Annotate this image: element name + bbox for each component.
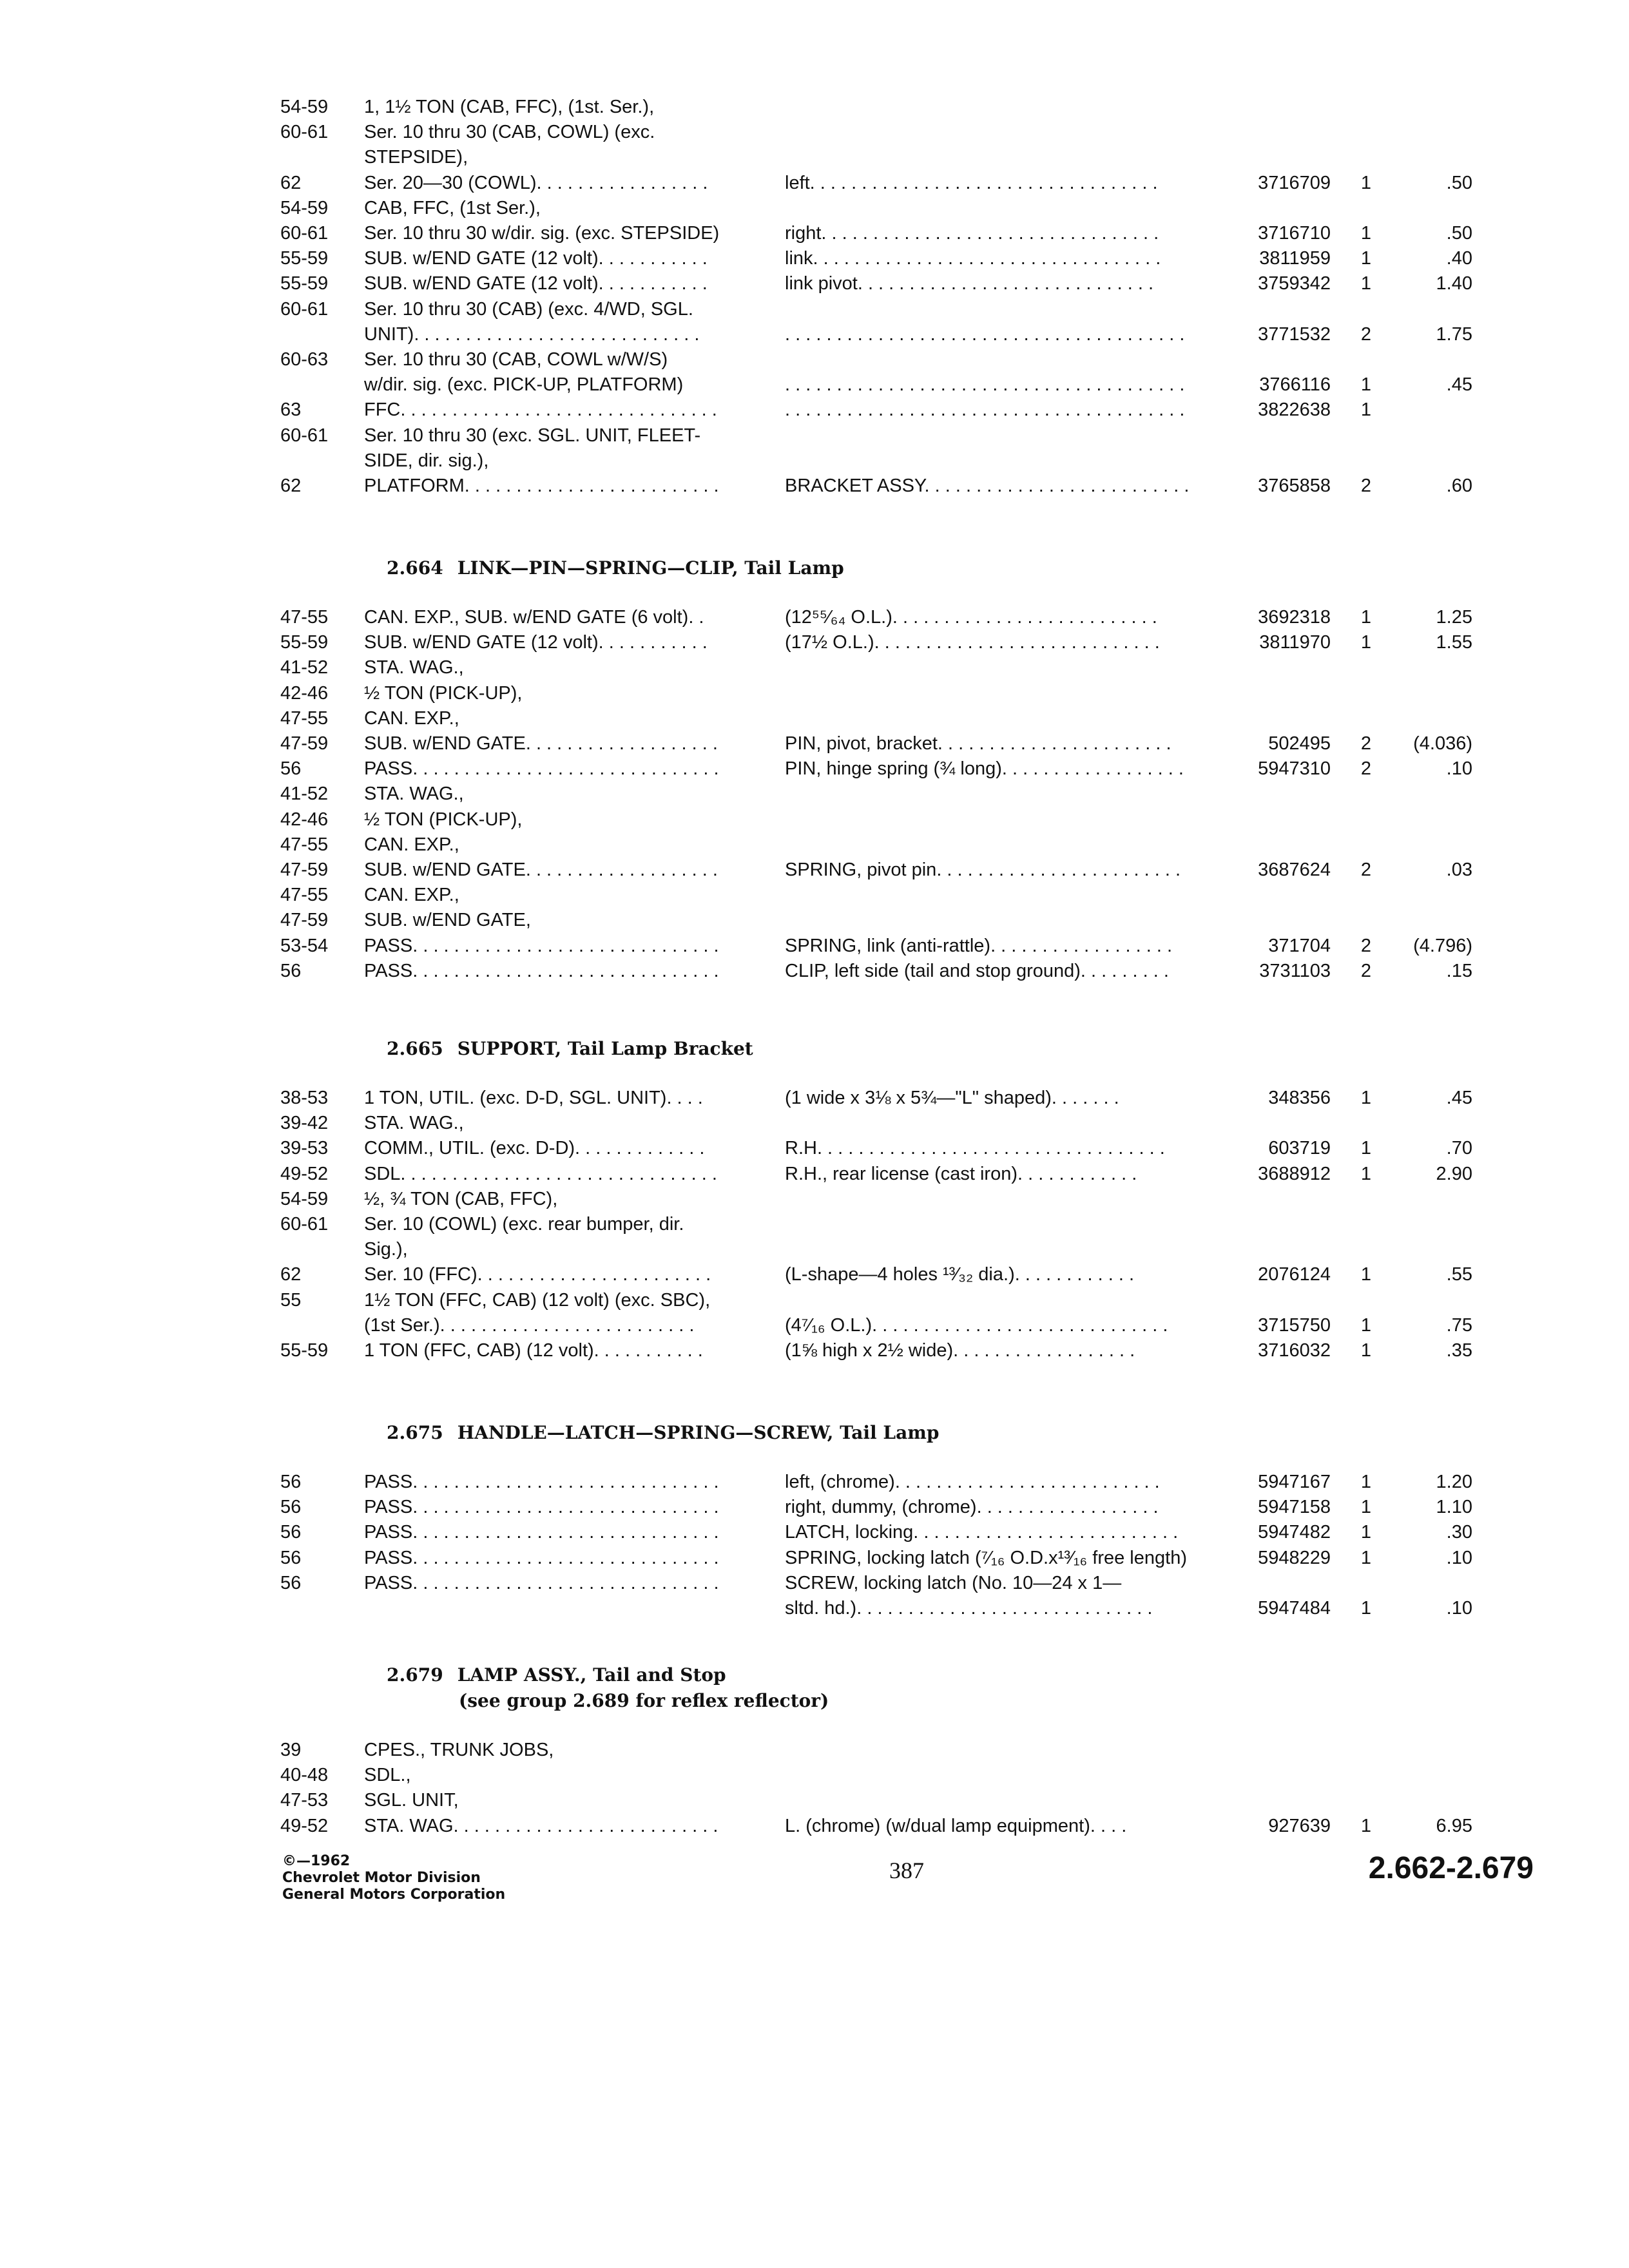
- row-quantity: 1: [1360, 1548, 1372, 1568]
- row-description: 1 TON (FFC, CAB) (12 volt). . . . . . . . . . .: [364, 1340, 703, 1361]
- row-price: 1.40: [1436, 273, 1472, 294]
- row-description: PASS. . . . . . . . . . . . . . . . . . . . . . . . . . . . . .: [364, 1548, 719, 1568]
- section-heading-2665: [387, 1036, 1482, 1062]
- row-description: SDL.,: [364, 1765, 411, 1785]
- row-part-number: 348356: [1268, 1088, 1331, 1108]
- row-part-description: (1 wide x 3⅛ x 5¾—"L" shaped). . . . . . .: [785, 1088, 1119, 1108]
- row-year: 60-63: [280, 349, 329, 370]
- row-price: .60: [1446, 476, 1472, 496]
- section-number: 2.664: [387, 557, 443, 579]
- row-description: CAN. EXP.,: [364, 885, 459, 905]
- row-part-number: 3692318: [1258, 607, 1331, 628]
- row-part-description: . . . . . . . . . . . . . . . . . . . . . . . . . . . . . . . . . . . . . . .: [785, 324, 1185, 345]
- row-year: 47-53: [280, 1790, 329, 1811]
- parts-row: [0, 857, 1629, 883]
- row-year: 55-59: [280, 1340, 329, 1361]
- row-quantity: 1: [1360, 1138, 1372, 1158]
- row-quantity: 2: [1360, 324, 1372, 345]
- parts-row: [0, 1338, 1629, 1363]
- row-part-description: sltd. hd.). . . . . . . . . . . . . . . . . . . . . . . . . . . . .: [785, 1598, 1153, 1619]
- parts-row: [0, 731, 1629, 756]
- row-price: .55: [1446, 1264, 1472, 1285]
- row-quantity: 1: [1360, 273, 1372, 294]
- row-part-number: 5947482: [1258, 1522, 1331, 1542]
- row-description: w/dir. sig. (exc. PICK-UP, PLATFORM): [364, 374, 684, 395]
- parts-row: [0, 1519, 1629, 1545]
- row-description: CAN. EXP.,: [364, 834, 459, 855]
- row-price: .40: [1446, 248, 1472, 269]
- publisher-block: [282, 1853, 505, 1903]
- parts-row: [0, 1287, 1629, 1313]
- row-part-number: 5947167: [1258, 1472, 1331, 1492]
- row-description: CAN. EXP.,: [364, 708, 459, 729]
- row-price: 1.75: [1436, 324, 1472, 345]
- row-price: .03: [1446, 860, 1472, 880]
- row-year: 42-46: [280, 809, 329, 830]
- row-quantity: 2: [1360, 758, 1372, 779]
- row-year: 54-59: [280, 198, 329, 218]
- parts-row: [0, 781, 1629, 807]
- parts-row: [0, 1085, 1629, 1111]
- parts-row: [0, 1762, 1629, 1788]
- row-description: PASS. . . . . . . . . . . . . . . . . . . . . . . . . . . . . .: [364, 758, 719, 779]
- row-quantity: 2: [1360, 733, 1372, 754]
- row-part-number: 371704: [1268, 936, 1331, 956]
- row-year: 47-55: [280, 834, 329, 855]
- row-part-description: SPRING, link (anti-rattle). . . . . . . . . . . . . . . . . .: [785, 936, 1173, 956]
- parts-row: [0, 423, 1629, 448]
- row-year: 49-52: [280, 1164, 329, 1184]
- row-description: PASS. . . . . . . . . . . . . . . . . . . . . . . . . . . . . .: [364, 961, 719, 981]
- row-part-number: 3716032: [1258, 1340, 1331, 1361]
- row-description: PASS. . . . . . . . . . . . . . . . . . . . . . . . . . . . . .: [364, 1497, 719, 1517]
- row-year: 47-55: [280, 708, 329, 729]
- row-description: 1 TON, UTIL. (exc. D-D, SGL. UNIT). . . .: [364, 1088, 703, 1108]
- row-description: PASS. . . . . . . . . . . . . . . . . . . . . . . . . . . . . .: [364, 936, 719, 956]
- row-part-number: 5948229: [1258, 1548, 1331, 1568]
- row-description: SUB. w/END GATE (12 volt). . . . . . . . . . .: [364, 248, 708, 269]
- row-description: PASS. . . . . . . . . . . . . . . . . . . . . . . . . . . . . .: [364, 1472, 719, 1492]
- parts-row: [0, 655, 1629, 680]
- parts-row: [0, 1186, 1629, 1212]
- parts-row: [0, 170, 1629, 196]
- row-year: 54-59: [280, 1189, 329, 1209]
- row-part-description: SCREW, locking latch (No. 10—24 x 1—: [785, 1573, 1122, 1593]
- row-price: 2.90: [1436, 1164, 1472, 1184]
- parts-row: [0, 706, 1629, 731]
- row-year: 62: [280, 476, 302, 496]
- parts-row: [0, 245, 1629, 271]
- row-part-number: 5947484: [1258, 1598, 1331, 1619]
- row-part-number: 3716710: [1258, 223, 1331, 244]
- row-part-description: right. . . . . . . . . . . . . . . . . . . . . . . . . . . . . . . . .: [785, 223, 1159, 244]
- row-quantity: 1: [1360, 1522, 1372, 1542]
- row-description: PLATFORM. . . . . . . . . . . . . . . . . . . . . . . . .: [364, 476, 719, 496]
- row-description: Ser. 10 thru 30 (exc. SGL. UNIT, FLEET-: [364, 425, 701, 446]
- section-heading-2675: [387, 1420, 1482, 1446]
- row-year: 55: [280, 1290, 302, 1311]
- row-part-number: 3687624: [1258, 860, 1331, 880]
- row-description: ½, ¾ TON (CAB, FFC),: [364, 1189, 558, 1209]
- parts-row: [0, 144, 1629, 170]
- row-part-description: (12⁵⁵⁄₆₄ O.L.). . . . . . . . . . . . . . . . . . . . . . . . . .: [785, 607, 1157, 628]
- row-price: .50: [1446, 223, 1472, 244]
- parts-row: [0, 1737, 1629, 1763]
- row-year: 56: [280, 1522, 302, 1542]
- row-description: STA. WAG.,: [364, 783, 464, 804]
- parts-row: [0, 1161, 1629, 1187]
- row-price: 1.20: [1436, 1472, 1472, 1492]
- row-quantity: 2: [1360, 936, 1372, 956]
- row-part-description: . . . . . . . . . . . . . . . . . . . . . . . . . . . . . . . . . . . . . . .: [785, 374, 1185, 395]
- row-price: 1.55: [1436, 632, 1472, 653]
- parts-row: [0, 1494, 1629, 1520]
- row-quantity: 2: [1360, 961, 1372, 981]
- row-year: 56: [280, 1573, 302, 1593]
- row-description: STA. WAG.,: [364, 657, 464, 678]
- row-part-number: 927639: [1268, 1816, 1331, 1836]
- parts-row: [0, 807, 1629, 832]
- parts-row: [0, 322, 1629, 347]
- row-part-description: PIN, hinge spring (¾ long). . . . . . . . . . . . . . . . . .: [785, 758, 1184, 779]
- section-title: LAMP ASSY., Tail and Stop: [457, 1664, 726, 1686]
- row-price: .35: [1446, 1340, 1472, 1361]
- row-year: 42-46: [280, 683, 329, 704]
- row-price: .45: [1446, 374, 1472, 395]
- row-price: .15: [1446, 961, 1472, 981]
- row-price: .10: [1446, 1598, 1472, 1619]
- row-quantity: 1: [1360, 1315, 1372, 1336]
- row-description: Ser. 10 thru 30 (CAB, COWL) (exc.: [364, 122, 655, 142]
- row-quantity: 1: [1360, 223, 1372, 244]
- row-year: 40-48: [280, 1765, 329, 1785]
- row-description: STA. WAG.,: [364, 1113, 464, 1133]
- row-quantity: 1: [1360, 173, 1372, 193]
- parts-row: [0, 397, 1629, 423]
- parts-row: [0, 1236, 1629, 1262]
- row-quantity: 1: [1360, 399, 1372, 420]
- row-quantity: 1: [1360, 1164, 1372, 1184]
- row-description: Ser. 10 (COWL) (exc. rear bumper, dir.: [364, 1214, 684, 1235]
- parts-row: [0, 195, 1629, 221]
- parts-row: [0, 680, 1629, 706]
- row-year: 56: [280, 961, 302, 981]
- row-part-number: 3822638: [1258, 399, 1331, 420]
- parts-row: [0, 832, 1629, 858]
- parts-row: [0, 473, 1629, 499]
- row-year: 47-59: [280, 733, 329, 754]
- row-price: .30: [1446, 1522, 1472, 1542]
- row-part-description: CLIP, left side (tail and stop ground). . . . . . . . .: [785, 961, 1169, 981]
- row-quantity: 1: [1360, 607, 1372, 628]
- row-price: .50: [1446, 173, 1472, 193]
- row-part-number: 3811959: [1259, 248, 1331, 269]
- row-part-description: link pivot. . . . . . . . . . . . . . . . . . . . . . . . . . . . .: [785, 273, 1154, 294]
- row-year: 41-52: [280, 657, 329, 678]
- row-price: 6.95: [1436, 1816, 1472, 1836]
- row-description: PASS. . . . . . . . . . . . . . . . . . . . . . . . . . . . . .: [364, 1573, 719, 1593]
- row-part-description: PIN, pivot, bracket. . . . . . . . . . . . . . . . . . . . . . .: [785, 733, 1171, 754]
- row-price: .70: [1446, 1138, 1472, 1158]
- page-number: 387: [889, 1858, 924, 1883]
- row-year: 47-59: [280, 860, 329, 880]
- row-year: 60-61: [280, 425, 329, 446]
- row-price: 1.25: [1436, 607, 1472, 628]
- row-part-description: BRACKET ASSY. . . . . . . . . . . . . . . . . . . . . . . . . .: [785, 476, 1190, 496]
- row-description: Ser. 10 thru 30 (CAB, COWL w/W/S): [364, 349, 668, 370]
- row-year: 39-53: [280, 1138, 329, 1158]
- row-year: 56: [280, 1548, 302, 1568]
- row-description: 1, 1½ TON (CAB, FFC), (1st. Ser.),: [364, 97, 655, 117]
- row-part-number: 3765858: [1258, 476, 1331, 496]
- parts-row: [0, 1110, 1629, 1136]
- row-description: ½ TON (PICK-UP),: [364, 683, 523, 704]
- row-year: 39-42: [280, 1113, 329, 1133]
- row-year: 55-59: [280, 632, 329, 653]
- row-description: STEPSIDE),: [364, 147, 468, 168]
- parts-row: [0, 1570, 1629, 1596]
- row-description: SGL. UNIT,: [364, 1790, 459, 1811]
- row-year: 60-61: [280, 1214, 329, 1235]
- row-description: SUB. w/END GATE. . . . . . . . . . . . . . . . . . .: [364, 733, 718, 754]
- row-year: 56: [280, 1497, 302, 1517]
- row-part-number: 3688912: [1258, 1164, 1331, 1184]
- row-year: 55-59: [280, 273, 329, 294]
- row-part-number: 3716709: [1258, 173, 1331, 193]
- row-description: SDL. . . . . . . . . . . . . . . . . . . . . . . . . . . . . . .: [364, 1164, 717, 1184]
- row-description: Sig.),: [364, 1239, 408, 1260]
- row-year: 60-61: [280, 122, 329, 142]
- row-description: SUB. w/END GATE. . . . . . . . . . . . . . . . . . .: [364, 860, 718, 880]
- row-price: .10: [1446, 1548, 1472, 1568]
- section-heading-2679: [387, 1662, 1482, 1688]
- parts-row: [0, 1787, 1629, 1813]
- section-number: 2.665: [387, 1038, 443, 1059]
- row-quantity: 1: [1360, 1816, 1372, 1836]
- row-description: Ser. 10 (FFC). . . . . . . . . . . . . . . . . . . . . . .: [364, 1264, 711, 1285]
- row-year: 62: [280, 1264, 302, 1285]
- row-part-description: L. (chrome) (w/dual lamp equipment). . . .: [785, 1816, 1127, 1836]
- parts-row: [0, 604, 1629, 630]
- row-quantity: 1: [1360, 1472, 1372, 1492]
- parts-row: [0, 271, 1629, 296]
- section-number: 2.675: [387, 1422, 443, 1443]
- row-year: 62: [280, 173, 302, 193]
- row-description: 1½ TON (FFC, CAB) (12 volt) (exc. SBC),: [364, 1290, 711, 1311]
- division-line: Chevrolet Motor Division: [282, 1870, 481, 1886]
- row-description: SUB. w/END GATE (12 volt). . . . . . . . . . .: [364, 632, 708, 653]
- row-description: Ser. 10 thru 30 w/dir. sig. (exc. STEPSIDE): [364, 223, 720, 244]
- row-part-number: 603719: [1268, 1138, 1331, 1158]
- parts-row: [0, 372, 1629, 398]
- row-part-description: (1⅝ high x 2½ wide). . . . . . . . . . . . . . . . . .: [785, 1340, 1135, 1361]
- row-quantity: 2: [1360, 476, 1372, 496]
- row-part-description: (L-shape—4 holes ¹³⁄₃₂ dia.). . . . . . . . . . . .: [785, 1264, 1135, 1285]
- parts-row: [0, 629, 1629, 655]
- row-year: 53-54: [280, 936, 329, 956]
- section-heading-2664: [387, 555, 1482, 581]
- row-part-number: 502495: [1268, 733, 1331, 754]
- parts-row: [0, 1135, 1629, 1161]
- row-quantity: 1: [1360, 1598, 1372, 1619]
- row-price: .45: [1446, 1088, 1472, 1108]
- parts-row: [0, 958, 1629, 984]
- parts-row: [0, 1595, 1629, 1621]
- section-title: LINK—PIN—SPRING—CLIP, Tail Lamp: [457, 557, 844, 579]
- row-quantity: 1: [1360, 632, 1372, 653]
- parts-row: [0, 1262, 1629, 1287]
- row-part-number: 2076124: [1258, 1264, 1331, 1285]
- row-quantity: 1: [1360, 1088, 1372, 1108]
- parts-row: [0, 882, 1629, 908]
- parts-row: [0, 907, 1629, 933]
- row-year: 63: [280, 399, 302, 420]
- row-year: 47-55: [280, 885, 329, 905]
- row-description: UNIT). . . . . . . . . . . . . . . . . . . . . . . . . . . .: [364, 324, 700, 345]
- copyright-line: ©—1962: [282, 1853, 351, 1869]
- row-part-description: SPRING, locking latch (⁷⁄₁₆ O.D.x¹³⁄₁₆ free length): [785, 1548, 1187, 1568]
- row-part-description: LATCH, locking. . . . . . . . . . . . . . . . . . . . . . . . . .: [785, 1522, 1179, 1542]
- row-year: 47-55: [280, 607, 329, 628]
- row-year: 60-61: [280, 299, 329, 320]
- row-part-description: SPRING, pivot pin. . . . . . . . . . . . . . . . . . . . . . . .: [785, 860, 1181, 880]
- row-quantity: 1: [1360, 374, 1372, 395]
- row-year: 47-59: [280, 910, 329, 930]
- row-part-description: (4⁷⁄₁₆ O.L.). . . . . . . . . . . . . . . . . . . . . . . . . . . . .: [785, 1315, 1168, 1336]
- row-price: .10: [1446, 758, 1472, 779]
- row-description: CPES., TRUNK JOBS,: [364, 1740, 554, 1760]
- parts-row: [0, 448, 1629, 474]
- row-year: 38-53: [280, 1088, 329, 1108]
- section-number: 2.679: [387, 1664, 443, 1686]
- parts-row: [0, 1813, 1629, 1839]
- row-description: CAN. EXP., SUB. w/END GATE (6 volt). .: [364, 607, 704, 628]
- row-description: SUB. w/END GATE,: [364, 910, 531, 930]
- row-description: ½ TON (PICK-UP),: [364, 809, 523, 830]
- row-part-description: R.H., rear license (cast iron). . . . . . . . . . . .: [785, 1164, 1137, 1184]
- row-part-number: 5947158: [1258, 1497, 1331, 1517]
- parts-row: [0, 933, 1629, 959]
- row-part-description: right, dummy, (chrome). . . . . . . . . . . . . . . . . .: [785, 1497, 1159, 1517]
- row-part-number: 5947310: [1258, 758, 1331, 779]
- group-range: 2.662-2.679: [1368, 1851, 1534, 1885]
- section-subtitle-2679: (see group 2.689 for reflex reflector): [459, 1690, 829, 1711]
- row-part-number: 3715750: [1258, 1315, 1331, 1336]
- parts-row: [0, 1312, 1629, 1338]
- row-part-description: left. . . . . . . . . . . . . . . . . . . . . . . . . . . . . . . . . .: [785, 173, 1158, 193]
- row-price: .75: [1446, 1315, 1472, 1336]
- row-part-description: (17½ O.L.). . . . . . . . . . . . . . . . . . . . . . . . . . . .: [785, 632, 1160, 653]
- row-year: 49-52: [280, 1816, 329, 1836]
- row-description: COMM., UTIL. (exc. D-D). . . . . . . . . . . . .: [364, 1138, 705, 1158]
- row-description: SIDE, dir. sig.),: [364, 450, 489, 471]
- row-description: SUB. w/END GATE (12 volt). . . . . . . . . . .: [364, 273, 708, 294]
- parts-row: [0, 94, 1629, 120]
- parts-row: [0, 119, 1629, 145]
- row-part-number: 3731103: [1259, 961, 1331, 981]
- row-part-description: R.H. . . . . . . . . . . . . . . . . . . . . . . . . . . . . . . . . .: [785, 1138, 1165, 1158]
- parts-row: [0, 296, 1629, 322]
- section-title: HANDLE—LATCH—SPRING—SCREW, Tail Lamp: [457, 1422, 940, 1443]
- parts-row: [0, 1469, 1629, 1495]
- parts-row: [0, 347, 1629, 372]
- row-quantity: 1: [1360, 1264, 1372, 1285]
- parts-row: [0, 220, 1629, 246]
- row-year: 39: [280, 1740, 302, 1760]
- row-part-description: link. . . . . . . . . . . . . . . . . . . . . . . . . . . . . . . . . .: [785, 248, 1161, 269]
- row-year: 56: [280, 758, 302, 779]
- row-description: (1st Ser.). . . . . . . . . . . . . . . . . . . . . . . . .: [364, 1315, 695, 1336]
- row-description: CAB, FFC, (1st Ser.),: [364, 198, 541, 218]
- row-year: 60-61: [280, 223, 329, 244]
- row-part-description: . . . . . . . . . . . . . . . . . . . . . . . . . . . . . . . . . . . . . . .: [785, 399, 1185, 420]
- row-part-number: 3766116: [1259, 374, 1331, 395]
- parts-row: [0, 1545, 1629, 1571]
- parts-row: [0, 756, 1629, 782]
- row-description: STA. WAG. . . . . . . . . . . . . . . . . . . . . . . . . .: [364, 1816, 718, 1836]
- row-description: Ser. 10 thru 30 (CAB) (exc. 4/WD, SGL.: [364, 299, 693, 320]
- row-quantity: 2: [1360, 860, 1372, 880]
- parts-row: [0, 1211, 1629, 1237]
- row-part-number: 3811970: [1259, 632, 1331, 653]
- row-price: (4.796): [1413, 936, 1472, 956]
- row-year: 41-52: [280, 783, 329, 804]
- row-year: 56: [280, 1472, 302, 1492]
- row-description: PASS. . . . . . . . . . . . . . . . . . . . . . . . . . . . . .: [364, 1522, 719, 1542]
- row-price: (4.036): [1413, 733, 1472, 754]
- row-description: FFC. . . . . . . . . . . . . . . . . . . . . . . . . . . . . . .: [364, 399, 717, 420]
- row-part-description: left, (chrome). . . . . . . . . . . . . . . . . . . . . . . . . .: [785, 1472, 1160, 1492]
- row-price: 1.10: [1436, 1497, 1472, 1517]
- row-quantity: 1: [1360, 1497, 1372, 1517]
- row-quantity: 1: [1360, 1340, 1372, 1361]
- row-quantity: 1: [1360, 248, 1372, 269]
- row-year: 55-59: [280, 248, 329, 269]
- section-title: SUPPORT, Tail Lamp Bracket: [457, 1038, 753, 1059]
- corporation-line: General Motors Corporation: [282, 1887, 506, 1903]
- row-part-number: 3759342: [1258, 273, 1331, 294]
- row-year: 54-59: [280, 97, 329, 117]
- row-part-number: 3771532: [1258, 324, 1331, 345]
- row-description: Ser. 20—30 (COWL). . . . . . . . . . . . . . . . .: [364, 173, 708, 193]
